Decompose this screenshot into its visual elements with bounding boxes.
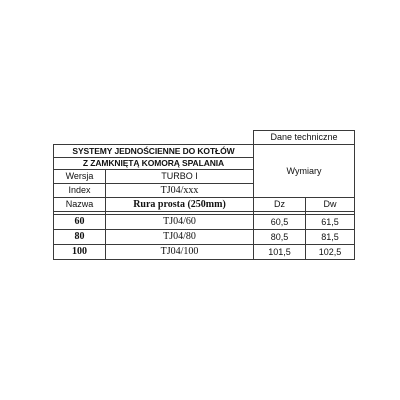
dz-cell: 80,5 (254, 230, 306, 245)
dw-header: Dw (306, 198, 355, 212)
table-row (54, 215, 355, 230)
index-label: Index (54, 184, 106, 198)
title-row-1 (54, 145, 355, 158)
version-value: TURBO I (106, 170, 254, 184)
header-row (54, 131, 355, 145)
dw-cell: 102,5 (306, 245, 355, 260)
name-label: Nazwa (54, 198, 106, 212)
code-cell: TJ04/60 (106, 215, 254, 230)
code-cell: TJ04/80 (106, 230, 254, 245)
size-cell: 60 (54, 215, 106, 230)
index-value: TJ04/xxx (106, 184, 254, 198)
dw-cell: 81,5 (306, 230, 355, 245)
size-cell: 80 (54, 230, 106, 245)
spec-table (53, 130, 355, 260)
dimensions-label: Wymiary (254, 145, 355, 198)
column-header-row (54, 198, 355, 212)
specs-header: Dane techniczne (254, 131, 355, 145)
title-line-1: SYSTEMY JEDNOŚCIENNE DO KOTŁÓW (54, 145, 254, 158)
code-cell: TJ04/100 (106, 245, 254, 260)
size-cell: 100 (54, 245, 106, 260)
title-line-2: Z ZAMKNIĘTĄ KOMORĄ SPALANIA (54, 158, 254, 170)
dz-cell: 101,5 (254, 245, 306, 260)
product-header: Rura prosta (250mm) (106, 198, 254, 212)
dz-header: Dz (254, 198, 306, 212)
version-label: Wersja (54, 170, 106, 184)
table-row (54, 245, 355, 260)
table-row (54, 230, 355, 245)
dz-cell: 60,5 (254, 215, 306, 230)
dw-cell: 61,5 (306, 215, 355, 230)
